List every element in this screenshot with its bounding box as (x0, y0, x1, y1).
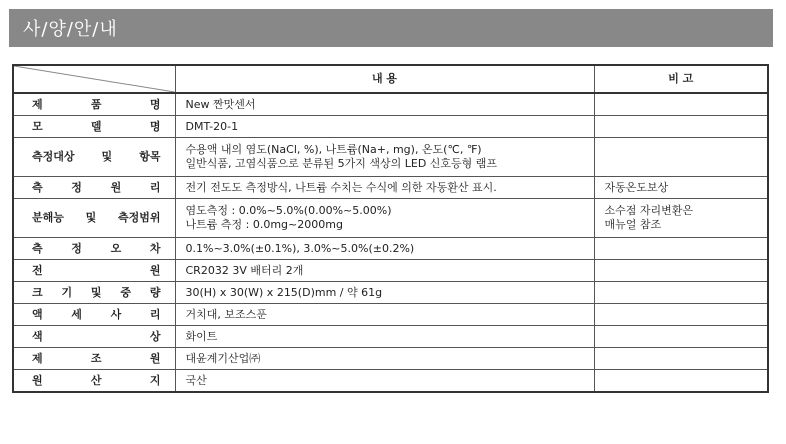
spec-label-part: 리 (149, 307, 161, 321)
spec-label-part: 및 (101, 150, 113, 163)
spec-label-part: 색 (32, 329, 43, 343)
table-row (13, 199, 768, 238)
spec-label-part: 측정범위 (117, 211, 161, 224)
spec-value-line: 거치대, 보조스푼 (185, 307, 267, 321)
spec-label-cell (13, 326, 175, 348)
spec-label-part: 사 (110, 307, 122, 321)
table-row (13, 238, 768, 260)
spec-remark-line: 매뉴얼 참조 (604, 218, 662, 231)
spec-value-line: 30(H) x 30(W) x 215(D)mm / 약 61g (185, 285, 383, 299)
spec-value-cell (175, 304, 594, 326)
spec-label-cell (13, 304, 175, 326)
spec-value-line: 일반식품, 고염식품으로 분류된 5가지 색상의 LED 신호등형 램프 (185, 157, 498, 170)
spec-label-part: 량 (149, 285, 161, 299)
spec-label-part: 원 (32, 373, 43, 387)
spec-remark-cell (594, 370, 768, 393)
spec-label-part: 액 (32, 307, 43, 321)
spec-label-cell (13, 348, 175, 370)
spec-value-cell (175, 116, 594, 138)
section-title: 사/양/안/내 (23, 19, 118, 40)
spec-remark-cell (594, 177, 768, 199)
spec-label (32, 264, 161, 278)
spec-label-part: 항목 (139, 150, 161, 163)
spec-value-cell (175, 348, 594, 370)
spec-value-cell (175, 260, 594, 282)
spec-label-part: 오 (110, 241, 122, 255)
spec-remark-cell (594, 93, 768, 116)
table-row (13, 93, 768, 116)
spec-value-cell (175, 326, 594, 348)
spec-value-line: 수용액 내의 염도(NaCl, %), 나트륨(Na+, mg), 온도(℃, ℉) (185, 143, 482, 156)
spec-label (32, 374, 161, 388)
spec-label-cell (13, 370, 175, 393)
spec-label-cell (13, 238, 175, 260)
table-row (13, 282, 768, 304)
spec-value-cell (175, 138, 594, 177)
spec-value-cell (175, 199, 594, 238)
spec-remark-cell (594, 348, 768, 370)
spec-label (32, 352, 161, 366)
spec-value-line: DMT-20-1 (185, 119, 239, 133)
spec-label-cell (13, 282, 175, 304)
spec-label (32, 242, 161, 256)
spec-label-part: 명 (149, 119, 161, 133)
spec-remark-cell (594, 199, 768, 238)
spec-value-line: 나트륨 측정 : 0.0mg~2000mg (185, 218, 343, 231)
spec-label-part: 명 (149, 97, 161, 111)
spec-remark-cell (594, 326, 768, 348)
spec-label (32, 211, 161, 225)
spec-value-line: New 짠맛센서 (185, 97, 256, 111)
spec-label-part: 측정대상 (32, 150, 75, 163)
spec-remark-cell (594, 238, 768, 260)
spec-label-part: 전 (32, 263, 43, 277)
spec-label-part: 모 (32, 119, 43, 133)
spec-label-part: 원 (149, 351, 161, 365)
spec-label-part: 분해능 (32, 211, 64, 224)
spec-remark-cell (594, 138, 768, 177)
spec-value-line: 화이트 (185, 329, 218, 343)
spec-label-cell (13, 260, 175, 282)
spec-label-part: 원 (110, 180, 122, 194)
spec-label (32, 286, 161, 300)
table-row (13, 138, 768, 177)
spec-label-part: 품 (90, 97, 102, 111)
spec-label-part: 정 (71, 241, 82, 255)
spec-value-cell (175, 282, 594, 304)
spec-value-line: 0.1%~3.0%(±0.1%), 3.0%~5.0%(±0.2%) (185, 241, 415, 255)
spec-value-line: 국산 (185, 373, 207, 387)
spec-value-line: 전기 전도도 측정방식, 나트륨 수치는 수식에 의한 자동환산 표시. (185, 180, 497, 194)
table-row (13, 177, 768, 199)
header-remarks: 비 고 (594, 65, 768, 93)
spec-label-part: 측 (32, 180, 43, 194)
spec-label-cell (13, 93, 175, 116)
spec-label-part: 제 (32, 97, 43, 111)
table-row (13, 348, 768, 370)
table-row (13, 260, 768, 282)
spec-label-part: 델 (90, 119, 102, 133)
spec-label-cell (13, 138, 175, 177)
spec-label-part: 차 (149, 241, 161, 255)
spec-remark-line: 자동온도보상 (604, 180, 669, 194)
spec-label-part: 산 (90, 373, 102, 387)
spec-remark-cell (594, 260, 768, 282)
spec-label-part: 기 (61, 285, 73, 299)
spec-value-line: CR2032 3V 배터리 2개 (185, 263, 304, 277)
diagonal-divider (14, 66, 175, 92)
spec-label (32, 330, 161, 344)
spec-label-part: 리 (149, 180, 161, 194)
spec-label (32, 308, 161, 322)
spec-value-cell (175, 93, 594, 116)
spec-label-part: 측 (32, 241, 43, 255)
spec-label (32, 181, 161, 195)
spec-label-part: 세 (71, 307, 82, 321)
spec-label-part: 및 (90, 285, 102, 299)
spec-value-cell (175, 370, 594, 393)
spec-label-part: 상 (149, 329, 161, 343)
header-corner-cell (13, 65, 175, 93)
spec-value-line: 대윤계기산업㈜ (185, 351, 261, 365)
spec-label-part: 조 (90, 351, 102, 365)
spec-label-cell (13, 177, 175, 199)
table-row (13, 326, 768, 348)
spec-label-part: 및 (85, 211, 97, 224)
header-content: 내 용 (175, 65, 594, 93)
spec-label (32, 98, 161, 112)
spec-table (12, 64, 769, 393)
spec-remark-line: 소수점 자리변환은 (604, 204, 694, 217)
table-header-row (13, 65, 768, 93)
spec-remark-cell (594, 282, 768, 304)
spec-label-cell (13, 199, 175, 238)
spec-remark-cell (594, 304, 768, 326)
spec-label-part: 정 (71, 180, 82, 194)
spec-label (32, 120, 161, 134)
spec-remark-cell (594, 116, 768, 138)
spec-label (32, 150, 161, 164)
table-row (13, 116, 768, 138)
table-row (13, 304, 768, 326)
spec-label-cell (13, 116, 175, 138)
spec-label-part: 중 (120, 285, 131, 299)
spec-label-part: 지 (149, 373, 161, 387)
table-row (13, 370, 768, 393)
spec-value-cell (175, 238, 594, 260)
spec-value-cell (175, 177, 594, 199)
spec-label-part: 크 (32, 285, 43, 299)
spec-value-line: 염도측정 : 0.0%~5.0%(0.00%~5.00%) (185, 204, 392, 217)
spec-table-body (13, 93, 768, 392)
spec-label-part: 원 (149, 263, 161, 277)
section-title-bar (9, 9, 773, 47)
spec-label-part: 제 (32, 351, 43, 365)
